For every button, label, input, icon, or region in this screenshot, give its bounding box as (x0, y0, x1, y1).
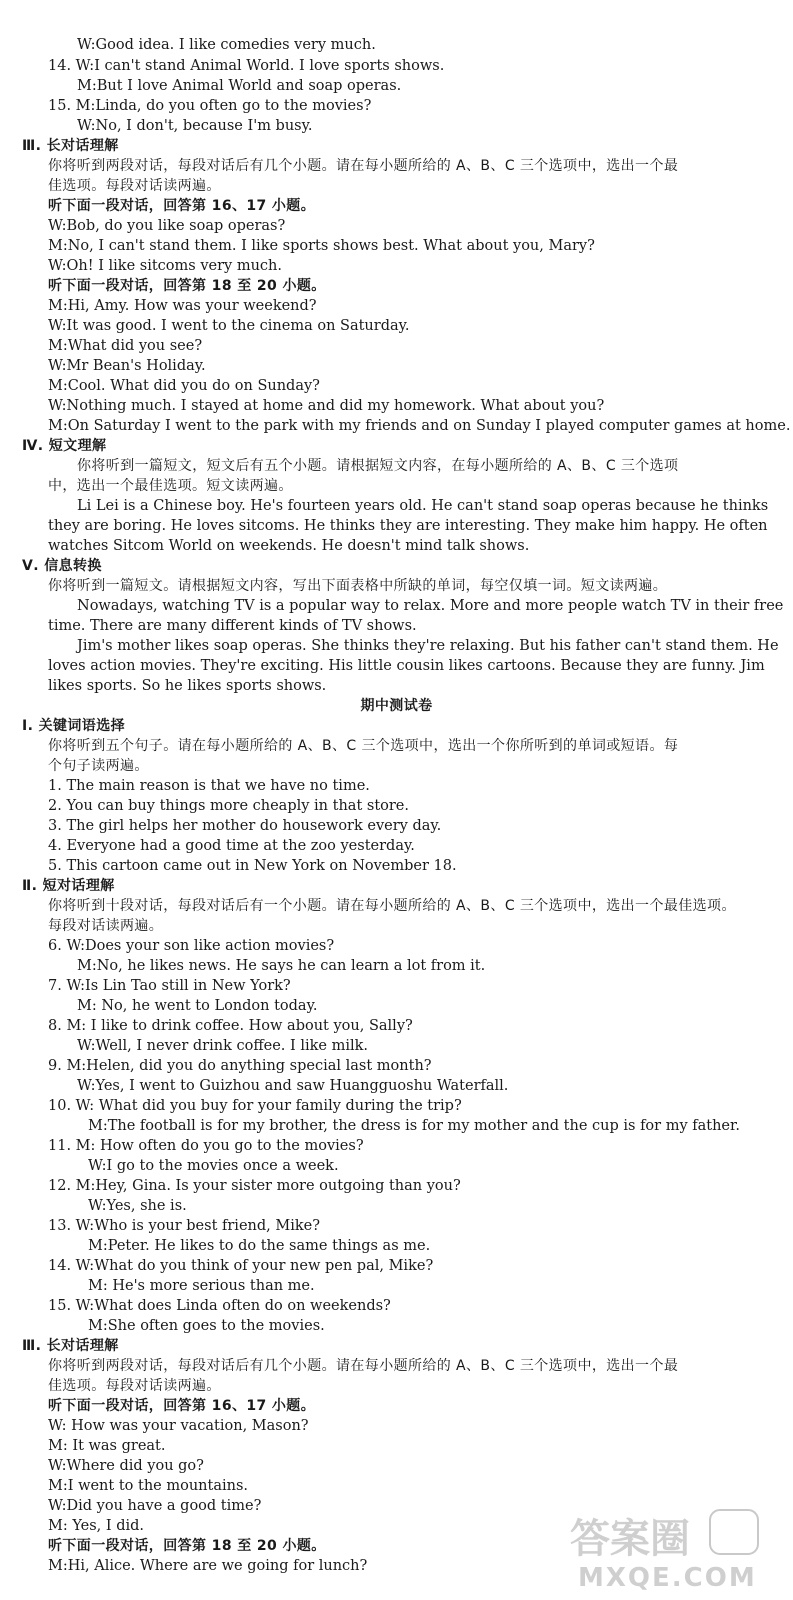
text-line: 你将听到十段对话，每段对话后有一个小题。请在每小题所给的 A、B、C 三个选项中，选出一个最佳选项。 (48, 898, 736, 914)
text-line: M:What did you see? (48, 338, 203, 354)
text-line: 14. W:What do you think of your new pen pal, Mike? (48, 1258, 434, 1274)
text-line: 14. W:I can't stand Animal World. I love sports shows. (48, 58, 445, 74)
text-line: W:Yes, she is. (88, 1198, 187, 1214)
text-line: M:The football is for my brother, the dress is for my mother and the cup is for my father. (88, 1118, 740, 1134)
text-line: they are boring. He loves sitcoms. He thinks they are interesting. They make him happy. He often (48, 518, 768, 534)
text-line: M:Peter. He likes to do the same things as me. (88, 1238, 431, 1254)
text-line: 听下面一段对话，回答第 18 至 20 小题。 (48, 278, 326, 294)
text-line: M: Yes, I did. (48, 1518, 145, 1534)
text-line: 你将听到一篇短文。请根据短文内容，写出下面表格中所缺的单词，每空仅填一词。短文读两遍。 (48, 578, 668, 594)
text-line: W: How was your vacation, Mason? (48, 1418, 309, 1434)
text-line: 佳选项。每段对话读两遍。 (48, 1378, 221, 1394)
text-line: 听下面一段对话，回答第 16、17 小题。 (48, 198, 316, 214)
text-line: M: It was great. (48, 1438, 166, 1454)
text-line: Jim's mother likes soap operas. She thinks they're relaxing. But his father can't stand them. He (77, 638, 779, 654)
text-line: M:Hi, Amy. How was your weekend? (48, 298, 317, 314)
text-line: M: No, he went to London today. (77, 998, 318, 1014)
text-line: time. There are many different kinds of TV shows. (48, 618, 417, 634)
text-line: likes sports. So he likes sports shows. (48, 678, 327, 694)
text-line: M:She often goes to the movies. (88, 1318, 325, 1334)
watermark-logo (560, 1502, 775, 1592)
text-line: Ⅴ. 信息转换 (22, 558, 102, 574)
text-line: M:Hi, Alice. Where are we going for lunch? (48, 1558, 368, 1574)
text-line: W:Yes, I went to Guizhou and saw Huangguoshu Waterfall. (77, 1078, 509, 1094)
text-line: 每段对话读两遍。 (48, 918, 164, 934)
text-line: 你将听到两段对话，每段对话后有几个小题。请在每小题所给的 A、B、C 三个选项中，选出一个最 (48, 1358, 679, 1374)
text-line: 12. M:Hey, Gina. Is your sister more outgoing than you? (48, 1178, 461, 1194)
text-line: M:No, he likes news. He says he can learn a lot from it. (77, 958, 486, 974)
text-line: Ⅳ. 短文理解 (22, 438, 107, 454)
text-line: W:Nothing much. I stayed at home and did my homework. What about you? (48, 398, 605, 414)
text-line: Ⅰ. 关键词语选择 (22, 718, 126, 734)
text-line: 5. This cartoon came out in New York on November 18. (48, 858, 457, 874)
text-line: Ⅲ. 长对话理解 (22, 1338, 119, 1354)
text-line: M:I went to the mountains. (48, 1478, 249, 1494)
text-line: Ⅲ. 长对话理解 (22, 138, 119, 154)
text-line: 2. You can buy things more cheaply in that store. (48, 798, 409, 814)
text-line: 15. M:Linda, do you often go to the movies? (48, 98, 372, 114)
text-line: W:It was good. I went to the cinema on Saturday. (48, 318, 410, 334)
text-line: W:Mr Bean's Holiday. (48, 358, 206, 374)
text-line: loves action movies. They're exciting. His little cousin likes cartoons. Because they are funny. Jim (48, 658, 765, 674)
text-line: W:Oh! I like sitcoms very much. (48, 258, 282, 274)
text-line: watches Sitcom World on weekends. He doesn't mind talk shows. (48, 538, 530, 554)
text-line: 你将听到两段对话，每段对话后有几个小题。请在每小题所给的 A、B、C 三个选项中，选出一个最 (48, 158, 679, 174)
text-line: 6. W:Does your son like action movies? (48, 938, 335, 954)
text-line: 期中测试卷 (360, 698, 433, 714)
text-line: M: He's more serious than me. (88, 1278, 315, 1294)
text-line: 佳选项。每段对话读两遍。 (48, 178, 221, 194)
text-line: W:Well, I never drink coffee. I like milk. (77, 1038, 369, 1054)
text-line: W:Did you have a good time? (48, 1498, 262, 1514)
text-line: M:But I love Animal World and soap operas. (77, 78, 402, 94)
text-line: 1. The main reason is that we have no time. (48, 778, 370, 794)
text-line: W:Bob, do you like soap operas? (48, 218, 286, 234)
text-line: 8. M: I like to drink coffee. How about you, Sally? (48, 1018, 413, 1034)
text-line: W:No, I don't, because I'm busy. (77, 118, 313, 134)
text-line: 个句子读两遍。 (48, 758, 149, 774)
text-line: 中，选出一个最佳选项。短文读两遍。 (48, 478, 293, 494)
text-line: 3. The girl helps her mother do housework every day. (48, 818, 442, 834)
text-line: 13. W:Who is your best friend, Mike? (48, 1218, 320, 1234)
text-line: 你将听到五个句子。请在每小题所给的 A、B、C 三个选项中，选出一个你所听到的单词或短语。每 (48, 738, 679, 754)
text-line: 7. W:Is Lin Tao still in New York? (48, 978, 291, 994)
text-line: 4. Everyone had a good time at the zoo yesterday. (48, 838, 415, 854)
text-line: W:Good idea. I like comedies very much. (77, 37, 376, 53)
text-line: M:No, I can't stand them. I like sports shows best. What about you, Mary? (48, 238, 595, 254)
text-line: M:Cool. What did you do on Sunday? (48, 378, 320, 394)
text-line: 听下面一段对话，回答第 16、17 小题。 (48, 1398, 316, 1414)
watermark-en: MXQE.COM (578, 1563, 757, 1592)
text-line: Ⅱ. 短对话理解 (22, 878, 115, 894)
text-line: 听下面一段对话，回答第 18 至 20 小题。 (48, 1538, 326, 1554)
text-line: W:I go to the movies once a week. (88, 1158, 339, 1174)
watermark-cn: 答案圈 (570, 1516, 690, 1562)
text-line: Li Lei is a Chinese boy. He's fourteen years old. He can't stand soap operas because he thinks (77, 498, 769, 514)
text-line: 15. W:What does Linda often do on weekends? (48, 1298, 391, 1314)
text-line: 11. M: How often do you go to the movies? (48, 1138, 364, 1154)
text-line: 你将听到一篇短文，短文后有五个小题。请根据短文内容，在每小题所给的 A、B、C 三个选项 (77, 458, 679, 474)
text-line: 9. M:Helen, did you do anything special last month? (48, 1058, 432, 1074)
text-line: Nowadays, watching TV is a popular way to relax. More and more people watch TV in their free (77, 598, 784, 614)
text-line: W:Where did you go? (48, 1458, 204, 1474)
text-line: 10. W: What did you buy for your family during the trip? (48, 1098, 462, 1114)
text-line: M:On Saturday I went to the park with my friends and on Sunday I played computer games at home. (48, 418, 791, 434)
